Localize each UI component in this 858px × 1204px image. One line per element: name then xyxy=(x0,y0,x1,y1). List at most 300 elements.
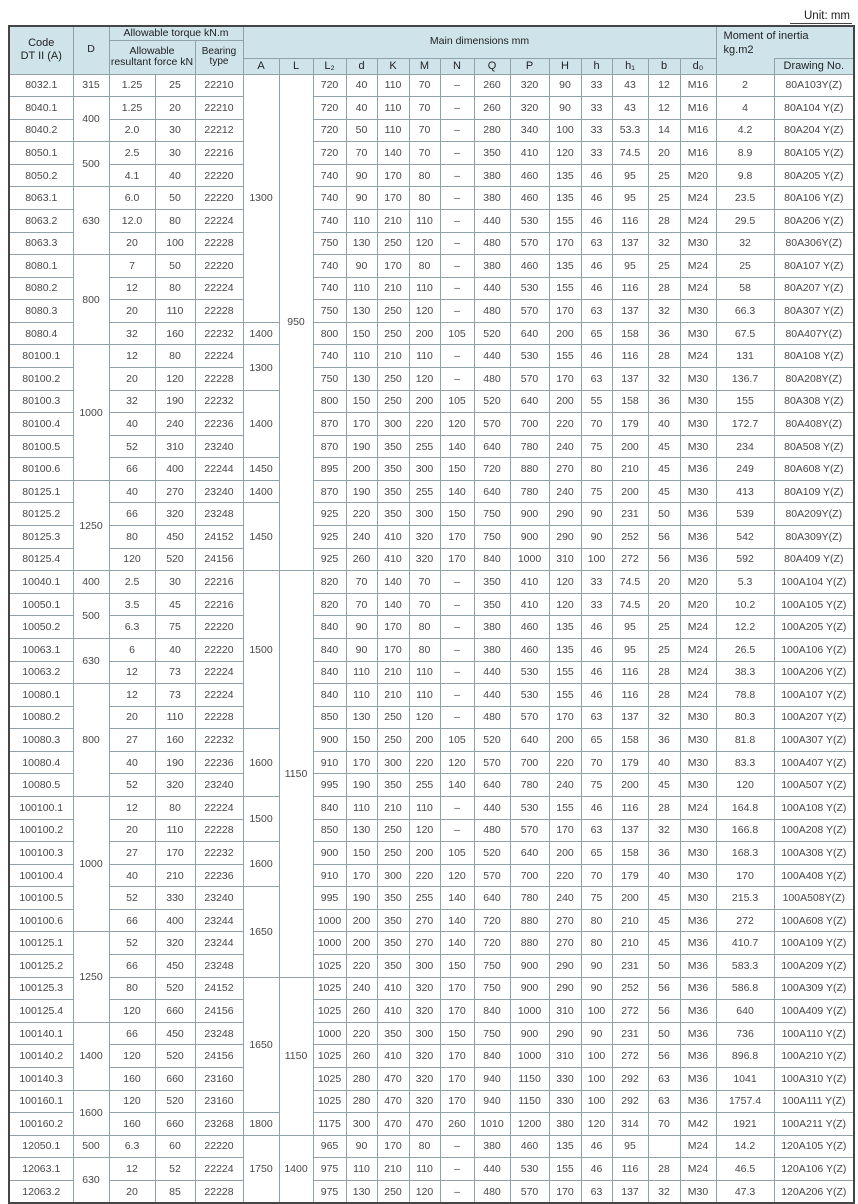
cell-dim-d: 130 xyxy=(346,819,377,842)
cell-dim-b: 28 xyxy=(648,684,680,707)
cell-dim-q: 840 xyxy=(474,1045,510,1068)
cell-bearing-type: 23248 xyxy=(195,1022,243,1045)
cell-drawing-no: 100A208 Y(Z) xyxy=(774,819,854,842)
table-row xyxy=(9,1135,854,1158)
cell-dim-n: 140 xyxy=(440,774,474,797)
cell-dim-l2: 720 xyxy=(313,142,346,165)
cell-dim-h: 100 xyxy=(581,1067,612,1090)
cell-dim-q: 440 xyxy=(474,345,510,368)
cell-dim-hcap: 200 xyxy=(549,322,581,345)
cell-drawing-no: 80A208Y(Z) xyxy=(774,368,854,391)
cell-dim-b: 36 xyxy=(648,842,680,865)
cell-dim-q: 840 xyxy=(474,548,510,571)
cell-dim-q: 640 xyxy=(474,435,510,458)
cell-bearing-type: 22224 xyxy=(195,345,243,368)
cell-dim-d: 110 xyxy=(346,684,377,707)
cell-dim-q: 380 xyxy=(474,638,510,661)
cell-dim-d0: M36 xyxy=(680,1022,716,1045)
cell-dim-p: 1000 xyxy=(510,1000,549,1023)
cell-torque: 40 xyxy=(109,480,155,503)
table-row xyxy=(9,1000,854,1023)
cell-dim-m: 70 xyxy=(409,74,440,97)
cell-diameter: 800 xyxy=(73,255,109,345)
cell-dim-h1: 179 xyxy=(612,751,648,774)
cell-torque: 20 xyxy=(109,368,155,391)
cell-dim-h1: 314 xyxy=(612,1113,648,1136)
cell-force: 50 xyxy=(155,255,195,278)
cell-dim-d: 70 xyxy=(346,593,377,616)
cell-drawing-no: 80A407Y(Z) xyxy=(774,322,854,345)
cell-code: 8063.1 xyxy=(9,187,73,210)
cell-diameter: 315 xyxy=(73,74,109,97)
cell-dim-m: 220 xyxy=(409,751,440,774)
cell-force: 270 xyxy=(155,480,195,503)
cell-dim-hcap: 200 xyxy=(549,390,581,413)
cell-code: 80125.1 xyxy=(9,480,73,503)
cell-dim-k: 210 xyxy=(377,277,409,300)
cell-dim-d0: M24 xyxy=(680,1135,716,1158)
cell-dim-l2: 1175 xyxy=(313,1113,346,1136)
table-row xyxy=(9,1067,854,1090)
cell-dim-q: 380 xyxy=(474,616,510,639)
cell-force: 310 xyxy=(155,435,195,458)
cell-bearing-type: 22220 xyxy=(195,638,243,661)
cell-bearing-type: 24152 xyxy=(195,526,243,549)
cell-dim-k: 250 xyxy=(377,706,409,729)
cell-diameter: 500 xyxy=(73,593,109,638)
cell-force: 110 xyxy=(155,300,195,323)
cell-dim-q: 520 xyxy=(474,729,510,752)
cell-dim-hcap: 220 xyxy=(549,751,581,774)
cell-dim-h: 70 xyxy=(581,864,612,887)
cell-inertia: 38.3 xyxy=(716,661,774,684)
cell-dim-d: 150 xyxy=(346,729,377,752)
cell-force: 85 xyxy=(155,1180,195,1203)
cell-dim-d0: M36 xyxy=(680,909,716,932)
cell-dim-q: 440 xyxy=(474,684,510,707)
cell-dim-d0: M30 xyxy=(680,864,716,887)
cell-dim-hcap: 155 xyxy=(549,345,581,368)
cell-dim-hcap: 135 xyxy=(549,187,581,210)
cell-dim-l2: 840 xyxy=(313,797,346,820)
cell-dim-p: 640 xyxy=(510,729,549,752)
cell-dim-d0: M30 xyxy=(680,819,716,842)
cell-bearing-type: 22232 xyxy=(195,842,243,865)
cell-inertia: 5.3 xyxy=(716,571,774,594)
cell-code: 100125.3 xyxy=(9,977,73,1000)
cell-inertia: 168.3 xyxy=(716,842,774,865)
cell-dim-h: 46 xyxy=(581,661,612,684)
cell-bearing-type: 23240 xyxy=(195,887,243,910)
cell-dim-l: 1400 xyxy=(279,1135,313,1203)
cell-code: 80100.1 xyxy=(9,345,73,368)
cell-dim-m: 320 xyxy=(409,1045,440,1068)
cell-code: 100160.2 xyxy=(9,1113,73,1136)
table-row xyxy=(9,1113,854,1136)
cell-dim-d0: M36 xyxy=(680,1000,716,1023)
cell-code: 100140.2 xyxy=(9,1045,73,1068)
header-dim-1: L xyxy=(279,58,313,74)
table-row xyxy=(9,413,854,436)
cell-dim-b: 56 xyxy=(648,1000,680,1023)
cell-dim-n: 170 xyxy=(440,977,474,1000)
cell-bearing-type: 23160 xyxy=(195,1090,243,1113)
cell-dim-h1: 200 xyxy=(612,887,648,910)
cell-dim-n: – xyxy=(440,616,474,639)
cell-torque: 6.0 xyxy=(109,187,155,210)
cell-dim-hcap: 155 xyxy=(549,684,581,707)
cell-code: 8040.2 xyxy=(9,119,73,142)
cell-dim-d: 190 xyxy=(346,887,377,910)
cell-code: 100100.6 xyxy=(9,909,73,932)
cell-dim-hcap: 330 xyxy=(549,1067,581,1090)
cell-dim-k: 140 xyxy=(377,571,409,594)
cell-code: 100125.2 xyxy=(9,955,73,978)
header-dim-4: K xyxy=(377,58,409,74)
cell-drawing-no: 100A107 Y(Z) xyxy=(774,684,854,707)
cell-torque: 120 xyxy=(109,1045,155,1068)
cell-dim-hcap: 200 xyxy=(549,729,581,752)
cell-dim-h1: 95 xyxy=(612,187,648,210)
cell-inertia: 215.3 xyxy=(716,887,774,910)
cell-dim-hcap: 240 xyxy=(549,887,581,910)
cell-dim-h1: 231 xyxy=(612,503,648,526)
cell-dim-n: 105 xyxy=(440,390,474,413)
cell-force: 40 xyxy=(155,164,195,187)
cell-dim-q: 440 xyxy=(474,661,510,684)
cell-dim-n: 105 xyxy=(440,729,474,752)
cell-force: 100 xyxy=(155,232,195,255)
cell-dim-n: 170 xyxy=(440,1045,474,1068)
cell-dim-l2: 740 xyxy=(313,345,346,368)
cell-dim-h1: 137 xyxy=(612,819,648,842)
cell-dim-hcap: 240 xyxy=(549,480,581,503)
cell-dim-q: 480 xyxy=(474,1180,510,1203)
cell-force: 520 xyxy=(155,1045,195,1068)
cell-torque: 120 xyxy=(109,548,155,571)
cell-drawing-no: 100A111 Y(Z) xyxy=(774,1090,854,1113)
cell-bearing-type: 22220 xyxy=(195,255,243,278)
cell-dim-h1: 137 xyxy=(612,706,648,729)
cell-dim-d0: M24 xyxy=(680,277,716,300)
cell-dim-l2: 965 xyxy=(313,1135,346,1158)
cell-dim-h: 90 xyxy=(581,977,612,1000)
cell-dim-p: 530 xyxy=(510,797,549,820)
table-row xyxy=(9,277,854,300)
cell-dim-b: 32 xyxy=(648,300,680,323)
table-row xyxy=(9,1045,854,1068)
cell-dim-m: 80 xyxy=(409,1135,440,1158)
cell-dim-d0: M24 xyxy=(680,255,716,278)
table-row xyxy=(9,74,854,97)
cell-drawing-no: 100A205 Y(Z) xyxy=(774,616,854,639)
cell-dim-k: 210 xyxy=(377,797,409,820)
cell-drawing-no: 80A307 Y(Z) xyxy=(774,300,854,323)
cell-dim-d: 260 xyxy=(346,1045,377,1068)
cell-dim-h: 46 xyxy=(581,638,612,661)
cell-dim-p: 640 xyxy=(510,390,549,413)
cell-dim-h: 70 xyxy=(581,413,612,436)
cell-dim-d0: M36 xyxy=(680,932,716,955)
cell-force: 60 xyxy=(155,1135,195,1158)
cell-dim-d0: M36 xyxy=(680,548,716,571)
cell-bearing-type: 22228 xyxy=(195,819,243,842)
cell-dim-d: 90 xyxy=(346,187,377,210)
cell-dim-h1: 116 xyxy=(612,684,648,707)
cell-dim-q: 640 xyxy=(474,887,510,910)
cell-dim-h1: 116 xyxy=(612,345,648,368)
table-row xyxy=(9,345,854,368)
cell-dim-p: 570 xyxy=(510,368,549,391)
cell-dim-k: 250 xyxy=(377,729,409,752)
cell-bearing-type: 23248 xyxy=(195,955,243,978)
cell-dim-a: 1300 xyxy=(243,345,279,390)
cell-dim-d: 50 xyxy=(346,119,377,142)
header-dim-5: M xyxy=(409,58,440,74)
cell-dim-h1: 179 xyxy=(612,413,648,436)
cell-dim-m: 110 xyxy=(409,661,440,684)
cell-dim-n: 140 xyxy=(440,887,474,910)
cell-dim-hcap: 330 xyxy=(549,1090,581,1113)
cell-bearing-type: 22228 xyxy=(195,1180,243,1203)
cell-force: 45 xyxy=(155,593,195,616)
cell-dim-hcap: 170 xyxy=(549,300,581,323)
cell-dim-h: 46 xyxy=(581,684,612,707)
cell-force: 400 xyxy=(155,909,195,932)
cell-dim-l2: 1025 xyxy=(313,955,346,978)
cell-dim-k: 140 xyxy=(377,593,409,616)
cell-dim-h: 75 xyxy=(581,774,612,797)
table-row xyxy=(9,164,854,187)
cell-inertia: 9.8 xyxy=(716,164,774,187)
cell-drawing-no: 100A108 Y(Z) xyxy=(774,797,854,820)
table-row xyxy=(9,548,854,571)
cell-torque: 6.3 xyxy=(109,1135,155,1158)
cell-dim-d0: M24 xyxy=(680,187,716,210)
cell-dim-m: 470 xyxy=(409,1113,440,1136)
cell-dim-p: 530 xyxy=(510,209,549,232)
cell-dim-h1: 116 xyxy=(612,209,648,232)
cell-dim-l2: 850 xyxy=(313,706,346,729)
cell-force: 52 xyxy=(155,1158,195,1181)
cell-drawing-no: 100A307 Y(Z) xyxy=(774,729,854,752)
cell-inertia: 4.2 xyxy=(716,119,774,142)
cell-bearing-type: 22228 xyxy=(195,706,243,729)
cell-drawing-no: 100A409 Y(Z) xyxy=(774,1000,854,1023)
cell-dim-k: 300 xyxy=(377,413,409,436)
cell-dim-p: 570 xyxy=(510,706,549,729)
table-row xyxy=(9,638,854,661)
cell-dim-m: 70 xyxy=(409,142,440,165)
cell-dim-b: 63 xyxy=(648,1090,680,1113)
cell-torque: 20 xyxy=(109,232,155,255)
cell-diameter: 400 xyxy=(73,97,109,142)
cell-inertia: 32 xyxy=(716,232,774,255)
cell-dim-m: 110 xyxy=(409,797,440,820)
cell-dim-l2: 720 xyxy=(313,97,346,120)
cell-diameter: 400 xyxy=(73,571,109,594)
table-row xyxy=(9,435,854,458)
cell-diameter: 630 xyxy=(73,638,109,683)
cell-dim-m: 320 xyxy=(409,526,440,549)
cell-dim-hcap: 270 xyxy=(549,458,581,481)
cell-inertia: 592 xyxy=(716,548,774,571)
cell-dim-d0: M42 xyxy=(680,1113,716,1136)
cell-dim-q: 750 xyxy=(474,1022,510,1045)
cell-drawing-no: 100A209 Y(Z) xyxy=(774,955,854,978)
cell-torque: 120 xyxy=(109,1000,155,1023)
cell-dim-hcap: 120 xyxy=(549,593,581,616)
cell-dim-m: 120 xyxy=(409,368,440,391)
cell-dim-m: 110 xyxy=(409,1158,440,1181)
table-row xyxy=(9,864,854,887)
cell-dim-k: 140 xyxy=(377,142,409,165)
cell-torque: 2.5 xyxy=(109,142,155,165)
cell-dim-q: 380 xyxy=(474,187,510,210)
cell-force: 320 xyxy=(155,774,195,797)
cell-drawing-no: 80A207 Y(Z) xyxy=(774,277,854,300)
cell-force: 170 xyxy=(155,842,195,865)
cell-torque: 12 xyxy=(109,684,155,707)
cell-code: 80100.3 xyxy=(9,390,73,413)
cell-dim-d: 220 xyxy=(346,503,377,526)
cell-bearing-type: 22220 xyxy=(195,616,243,639)
table-row xyxy=(9,684,854,707)
cell-dim-h: 63 xyxy=(581,819,612,842)
cell-dim-m: 300 xyxy=(409,503,440,526)
cell-dim-b: 12 xyxy=(648,74,680,97)
cell-torque: 1.25 xyxy=(109,74,155,97)
cell-dim-m: 110 xyxy=(409,209,440,232)
cell-torque: 20 xyxy=(109,300,155,323)
cell-dim-a: 1450 xyxy=(243,458,279,481)
cell-bearing-type: 22236 xyxy=(195,413,243,436)
cell-dim-q: 520 xyxy=(474,390,510,413)
cell-dim-d: 110 xyxy=(346,1158,377,1181)
cell-bearing-type: 22244 xyxy=(195,458,243,481)
cell-dim-d0: M30 xyxy=(680,1180,716,1203)
cell-torque: 120 xyxy=(109,1090,155,1113)
cell-dim-p: 410 xyxy=(510,593,549,616)
cell-dim-h: 46 xyxy=(581,277,612,300)
cell-dim-n: – xyxy=(440,164,474,187)
cell-dim-d: 170 xyxy=(346,413,377,436)
cell-dim-a: 1500 xyxy=(243,571,279,729)
table-row xyxy=(9,119,854,142)
cell-dim-m: 300 xyxy=(409,1022,440,1045)
cell-dim-d: 40 xyxy=(346,74,377,97)
cell-dim-n: 170 xyxy=(440,1090,474,1113)
cell-bearing-type: 23248 xyxy=(195,503,243,526)
header-dim-10: h xyxy=(581,58,612,74)
cell-inertia: 67.5 xyxy=(716,322,774,345)
cell-inertia: 29.5 xyxy=(716,209,774,232)
cell-dim-hcap: 90 xyxy=(549,74,581,97)
cell-bearing-type: 24156 xyxy=(195,548,243,571)
cell-dim-h1: 210 xyxy=(612,932,648,955)
cell-dim-k: 210 xyxy=(377,345,409,368)
cell-dim-m: 320 xyxy=(409,1067,440,1090)
cell-dim-q: 570 xyxy=(474,864,510,887)
cell-bearing-type: 22212 xyxy=(195,119,243,142)
cell-dim-h1: 137 xyxy=(612,232,648,255)
cell-dim-d: 260 xyxy=(346,548,377,571)
cell-dim-l2: 1025 xyxy=(313,977,346,1000)
cell-dim-b: 28 xyxy=(648,209,680,232)
cell-dim-k: 250 xyxy=(377,232,409,255)
cell-dim-n: – xyxy=(440,255,474,278)
header-moment-of-inertia xyxy=(716,26,854,58)
cell-dim-d0: M16 xyxy=(680,119,716,142)
cell-code: 10050.2 xyxy=(9,616,73,639)
cell-dim-p: 1150 xyxy=(510,1067,549,1090)
unit-bar xyxy=(0,0,858,25)
cell-inertia: 25 xyxy=(716,255,774,278)
cell-dim-m: 70 xyxy=(409,593,440,616)
cell-dim-h1: 116 xyxy=(612,1158,648,1181)
cell-force: 80 xyxy=(155,277,195,300)
cell-dim-l2: 740 xyxy=(313,255,346,278)
cell-bearing-type: 22224 xyxy=(195,684,243,707)
cell-dim-p: 1200 xyxy=(510,1113,549,1136)
cell-torque: 20 xyxy=(109,819,155,842)
header-dim-11: h₁ xyxy=(612,58,648,74)
cell-force: 320 xyxy=(155,932,195,955)
cell-dim-h1: 137 xyxy=(612,368,648,391)
cell-dim-m: 270 xyxy=(409,909,440,932)
cell-dim-k: 170 xyxy=(377,616,409,639)
cell-inertia: 83.3 xyxy=(716,751,774,774)
cell-dim-h: 120 xyxy=(581,1113,612,1136)
cell-dim-h1: 158 xyxy=(612,842,648,865)
cell-dim-k: 350 xyxy=(377,503,409,526)
cell-drawing-no: 80A209Y(Z) xyxy=(774,503,854,526)
cell-torque: 20 xyxy=(109,706,155,729)
cell-bearing-type: 22228 xyxy=(195,232,243,255)
cell-dim-h1: 231 xyxy=(612,955,648,978)
cell-torque: 27 xyxy=(109,842,155,865)
cell-dim-k: 250 xyxy=(377,300,409,323)
cell-torque: 52 xyxy=(109,887,155,910)
cell-dim-n: – xyxy=(440,1158,474,1181)
header-dim-2: L₂ xyxy=(313,58,346,74)
cell-dim-d0: M36 xyxy=(680,1090,716,1113)
cell-dim-h1: 210 xyxy=(612,909,648,932)
cell-dim-n: 170 xyxy=(440,1000,474,1023)
cell-dim-d: 110 xyxy=(346,209,377,232)
cell-dim-q: 1010 xyxy=(474,1113,510,1136)
cell-inertia: 896.8 xyxy=(716,1045,774,1068)
cell-inertia: 1041 xyxy=(716,1067,774,1090)
cell-dim-n: – xyxy=(440,74,474,97)
cell-dim-hcap: 155 xyxy=(549,209,581,232)
cell-code: 10063.2 xyxy=(9,661,73,684)
cell-inertia: 4 xyxy=(716,97,774,120)
cell-dim-k: 410 xyxy=(377,977,409,1000)
cell-diameter: 800 xyxy=(73,684,109,797)
cell-code: 12050.1 xyxy=(9,1135,73,1158)
cell-dim-n: 120 xyxy=(440,751,474,774)
cell-dim-k: 110 xyxy=(377,74,409,97)
cell-dim-h1: 179 xyxy=(612,864,648,887)
cell-dim-l2: 1025 xyxy=(313,1090,346,1113)
table-row xyxy=(9,255,854,278)
cell-dim-n: – xyxy=(440,187,474,210)
cell-dim-b: 63 xyxy=(648,1067,680,1090)
cell-dim-l2: 925 xyxy=(313,548,346,571)
cell-torque: 32 xyxy=(109,322,155,345)
cell-dim-k: 250 xyxy=(377,819,409,842)
